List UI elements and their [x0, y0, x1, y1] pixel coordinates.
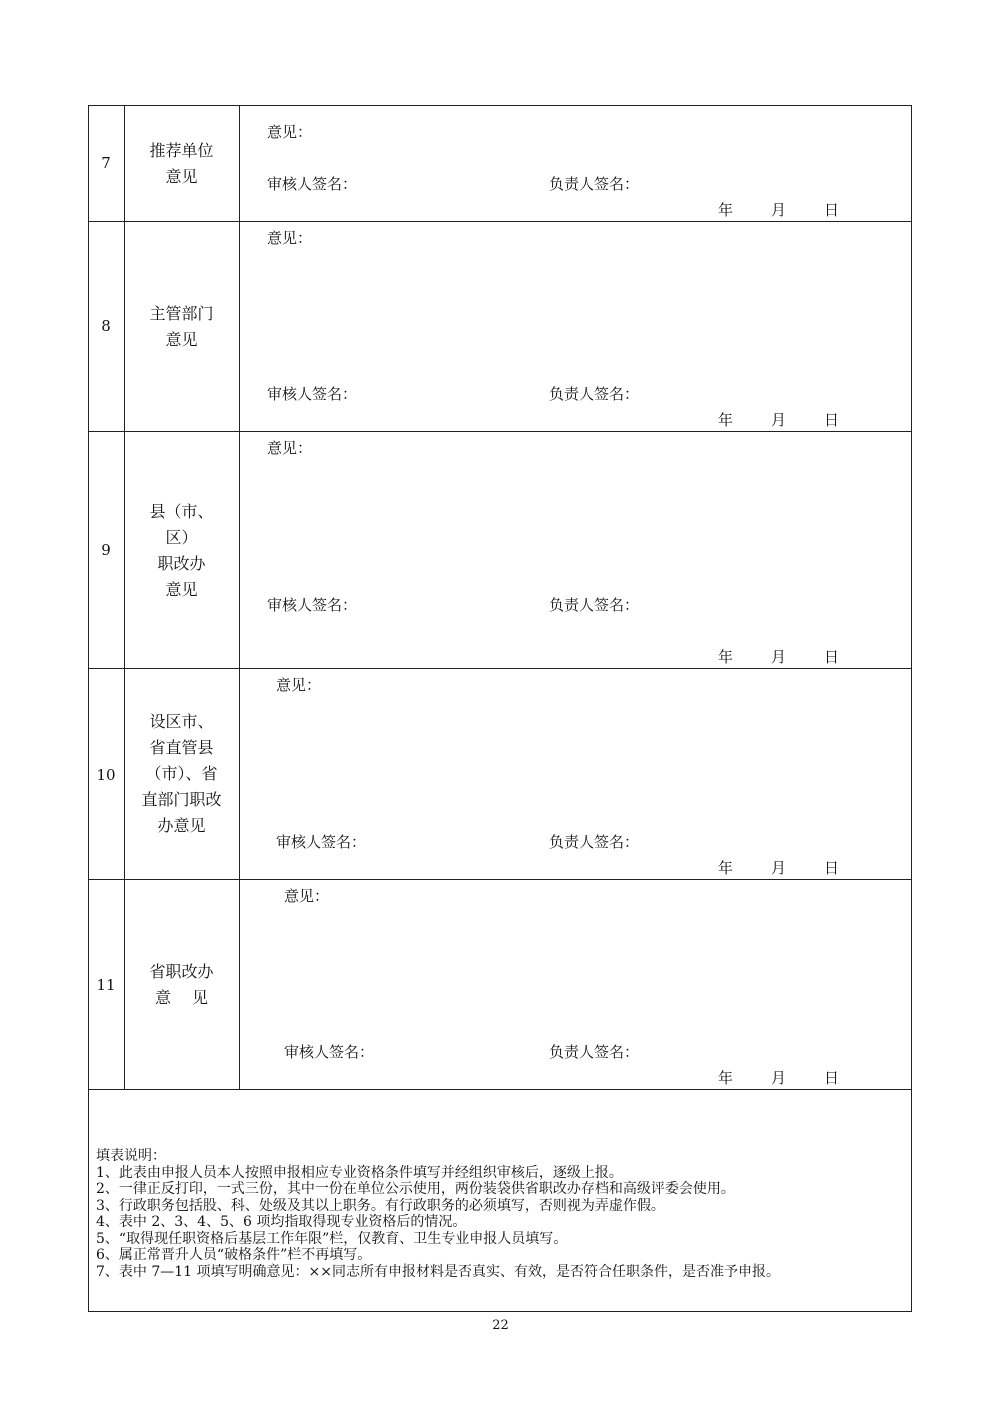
date-day-label: 日	[824, 411, 840, 429]
row-label-line: （市）、省	[145, 764, 218, 783]
date-day-label: 日	[824, 648, 840, 666]
date-year-label: 年	[718, 648, 734, 666]
opinion-label: 意见：	[284, 887, 330, 905]
reviewer-signature-label: 审核人签名：	[284, 1043, 375, 1061]
row-label-line: 设区市、	[149, 712, 214, 731]
row-divider	[88, 1089, 912, 1090]
opinion-label: 意见：	[276, 676, 322, 694]
row-label	[124, 138, 239, 190]
row-number: 10	[96, 766, 116, 784]
form-instructions	[96, 1148, 908, 1280]
row-label	[124, 499, 239, 603]
instruction-item: 5、“取得现任职资格后基层工作年限”栏，仅教育、卫生专业申报人员填写。	[96, 1230, 568, 1247]
date-year-label: 年	[718, 411, 734, 429]
row-label	[124, 959, 239, 1011]
row-number: 7	[101, 154, 111, 172]
instruction-item: 1、此表由申报人员本人按照申报相应专业资格条件填写并经组织审核后，逐级上报。	[96, 1164, 623, 1181]
reviewer-signature-label: 审核人签名：	[267, 385, 358, 403]
reviewer-signature-label: 审核人签名：	[267, 175, 358, 193]
date-month-label: 月	[771, 201, 787, 219]
principal-signature-label: 负责人签名：	[549, 175, 640, 193]
row-label-line: 县（市、	[149, 502, 214, 521]
instruction-item: 6、属正常晋升人员“破格条件”栏不再填写。	[96, 1247, 372, 1263]
row-label-line: 办意见	[157, 816, 206, 835]
principal-signature-label: 负责人签名：	[549, 596, 640, 614]
row-number: 8	[101, 317, 111, 335]
principal-signature-label: 负责人签名：	[549, 385, 640, 403]
reviewer-signature-label: 审核人签名：	[276, 833, 367, 851]
date-month-label: 月	[771, 648, 787, 666]
page-number: 22	[492, 1318, 509, 1333]
row-label-line: 主管部门	[149, 304, 214, 323]
row-label-line: 省职改办	[149, 962, 214, 981]
principal-signature-label: 负责人签名：	[549, 1043, 640, 1061]
reviewer-signature-label: 审核人签名：	[267, 596, 358, 614]
row-number: 9	[101, 541, 111, 559]
row-label-line: 职改办	[157, 554, 206, 573]
principal-signature-label: 负责人签名：	[549, 833, 640, 851]
date-day-label: 日	[824, 859, 840, 877]
row-divider	[88, 879, 912, 880]
row-label-line: 意见	[165, 330, 198, 349]
date-year-label: 年	[718, 201, 734, 219]
instruction-item: 4、表中 2、3、4、5、6 项均指取得现专业资格后的情况。	[96, 1214, 467, 1230]
date-day-label: 日	[824, 201, 840, 219]
row-label-line: 意见	[165, 580, 198, 599]
row-label-line: 直部门职改	[141, 790, 222, 809]
opinion-label: 意见：	[267, 229, 313, 247]
row-label-line: 意 见	[154, 988, 209, 1007]
instruction-item: 3、行政职务包括股、科、处级及其以上职务。有行政职务的必须填写，否则视为弄虚作假。	[96, 1197, 665, 1214]
date-month-label: 月	[771, 1069, 787, 1087]
date-year-label: 年	[718, 859, 734, 877]
row-label-line: 省直管县	[149, 738, 214, 757]
date-year-label: 年	[718, 1069, 734, 1087]
date-day-label: 日	[824, 1069, 840, 1087]
instruction-item: 2、一律正反打印，一式三份，其中一份在单位公示使用，两份装袋供省职改办存档和高级评委会使用。	[96, 1181, 735, 1197]
row-label-line: 区）	[165, 528, 198, 547]
row-divider	[88, 221, 912, 222]
date-month-label: 月	[771, 859, 787, 877]
row-divider	[88, 668, 912, 669]
opinion-label: 意见：	[267, 439, 313, 457]
row-label	[124, 301, 239, 353]
row-label	[124, 709, 239, 839]
row-label-line: 推荐单位	[149, 141, 214, 160]
row-label-line: 意见	[165, 167, 198, 186]
instruction-item: 7、表中 7—11 项填写明确意见：××同志所有申报材料是否真实、有效，是否符合任职条件，是否准予申报。	[96, 1263, 780, 1280]
date-month-label: 月	[771, 411, 787, 429]
row-number: 11	[96, 976, 116, 994]
instructions-title: 填表说明：	[96, 1148, 166, 1164]
opinion-label: 意见：	[267, 123, 313, 141]
row-divider	[88, 431, 912, 432]
column-divider-label	[239, 105, 240, 1090]
